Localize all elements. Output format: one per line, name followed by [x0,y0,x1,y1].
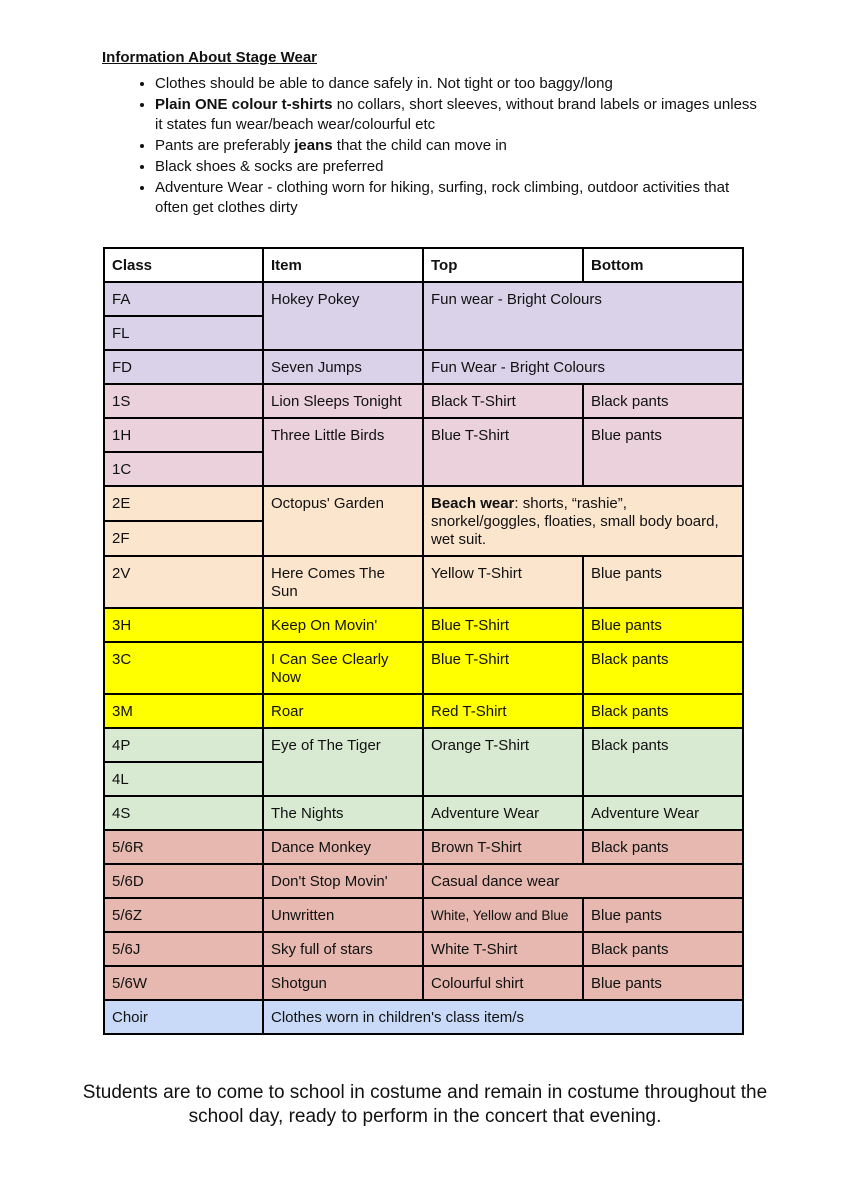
class-cell: FA [104,282,263,316]
class-cell: 5/6R [104,830,263,864]
class-cell: 4L [104,762,263,796]
table-row [104,864,743,898]
table-row [104,830,743,864]
bottom-cell: Blue pants [583,556,743,608]
table-row [104,486,743,521]
top-text: : shorts, “rashie”, snorkel/goggles, floaties, small body board, wet suit. [431,495,719,548]
class-cell: 3M [104,694,263,728]
bullet-text: no collars, short sleeves, without brand labels or images unless it states fun wear/beach wear/colourful etc [155,96,757,133]
table-row [104,1000,743,1034]
bullet-item [155,136,765,156]
bottom-cell: Black pants [583,830,743,864]
class-cell: 1H [104,418,263,452]
item-cell: Shotgun [263,966,423,1000]
item-cell: Eye of The Tiger [263,728,423,796]
class-cell: 5/6J [104,932,263,966]
item-cell: Sky full of stars [263,932,423,966]
bullet-item [155,95,765,135]
item-cell: Hokey Pokey [263,282,423,350]
table-row [104,418,743,452]
class-cell: 4P [104,728,263,762]
top-cell: White, Yellow and Blue [423,898,583,932]
table-row [104,642,743,694]
table-row [104,556,743,608]
top-cell: Colourful shirt [423,966,583,1000]
bottom-cell: Black pants [583,642,743,694]
table-row [104,898,743,932]
bottom-cell: Black pants [583,728,743,796]
top-cell: Yellow T-Shirt [423,556,583,608]
top-cell: Black T-Shirt [423,384,583,418]
table-row [104,384,743,418]
page-heading: Information About Stage Wear [102,49,318,66]
class-cell: 3H [104,608,263,642]
class-cell: 2F [104,521,263,556]
bottom-cell: Black pants [583,932,743,966]
class-cell: 4S [104,796,263,830]
top-cell: Red T-Shirt [423,694,583,728]
bullet-bold-text: Plain ONE colour t-shirts [155,96,333,113]
class-cell: FD [104,350,263,384]
table-row [104,966,743,1000]
top-bold-text: Beach wear [431,495,515,512]
bullet-text: Adventure Wear - clothing worn for hiking, surfing, rock climbing, outdoor activities that often get clothes dirty [155,179,730,216]
item-cell: Seven Jumps [263,350,423,384]
bullet-text: that the child can move in [332,137,507,154]
bottom-cell: Black pants [583,384,743,418]
top-cell: Blue T-Shirt [423,642,583,694]
class-cell: FL [104,316,263,350]
table-row [104,728,743,762]
top-cell: Fun Wear - Bright Colours [423,350,743,384]
table-header-row [104,248,743,282]
footer-note: Students are to come to school in costume and remain in costume throughout the school day, ready to perform in the concert that evening. [82,1082,768,1127]
top-cell: Blue T-Shirt [423,418,583,486]
top-cell: Adventure Wear [423,796,583,830]
item-cell: Don't Stop Movin' [263,864,423,898]
bottom-cell: Blue pants [583,608,743,642]
bullet-item [155,157,765,177]
info-bullet-list [102,74,765,219]
header-class: Class [104,248,263,282]
bullet-text: Black shoes & socks are preferred [155,158,384,175]
bullet-item [155,178,765,218]
item-cell: Dance Monkey [263,830,423,864]
item-cell: Roar [263,694,423,728]
bottom-cell: Black pants [583,694,743,728]
class-cell: Choir [104,1000,263,1034]
item-cell: Lion Sleeps Tonight [263,384,423,418]
class-cell: 1S [104,384,263,418]
top-cell: Fun wear - Bright Colours [423,282,743,350]
stage-wear-table [103,247,744,1035]
bottom-cell: Blue pants [583,966,743,1000]
top-cell: White T-Shirt [423,932,583,966]
class-cell: 5/6W [104,966,263,1000]
table-row [104,796,743,830]
table-row [104,350,743,384]
class-cell: 5/6Z [104,898,263,932]
item-cell: Unwritten [263,898,423,932]
class-cell: 5/6D [104,864,263,898]
class-cell: 1C [104,452,263,486]
top-cell: Brown T-Shirt [423,830,583,864]
header-top: Top [423,248,583,282]
item-cell: Octopus' Garden [263,486,423,556]
top-cell: Orange T-Shirt [423,728,583,796]
bottom-cell: Adventure Wear [583,796,743,830]
bullet-item [155,74,765,94]
class-cell: 2V [104,556,263,608]
item-cell: I Can See Clearly Now [263,642,423,694]
bullet-bold-text: jeans [294,137,333,154]
item-cell: Keep On Movin' [263,608,423,642]
class-cell: 2E [104,486,263,521]
table-row [104,282,743,316]
item-cell: Here Comes The Sun [263,556,423,608]
bottom-cell: Blue pants [583,898,743,932]
class-cell: 3C [104,642,263,694]
item-cell: The Nights [263,796,423,830]
table-row [104,608,743,642]
bullet-text: Pants are preferably [155,137,295,154]
top-cell [423,486,743,556]
header-bottom: Bottom [583,248,743,282]
table-row [104,932,743,966]
header-item: Item [263,248,423,282]
item-cell: Clothes worn in children's class item/s [263,1000,743,1034]
bullet-text: Clothes should be able to dance safely in. Not tight or too baggy/long [155,75,613,92]
top-cell: Blue T-Shirt [423,608,583,642]
table-row [104,694,743,728]
bottom-cell: Blue pants [583,418,743,486]
top-cell: Casual dance wear [423,864,743,898]
item-cell: Three Little Birds [263,418,423,486]
